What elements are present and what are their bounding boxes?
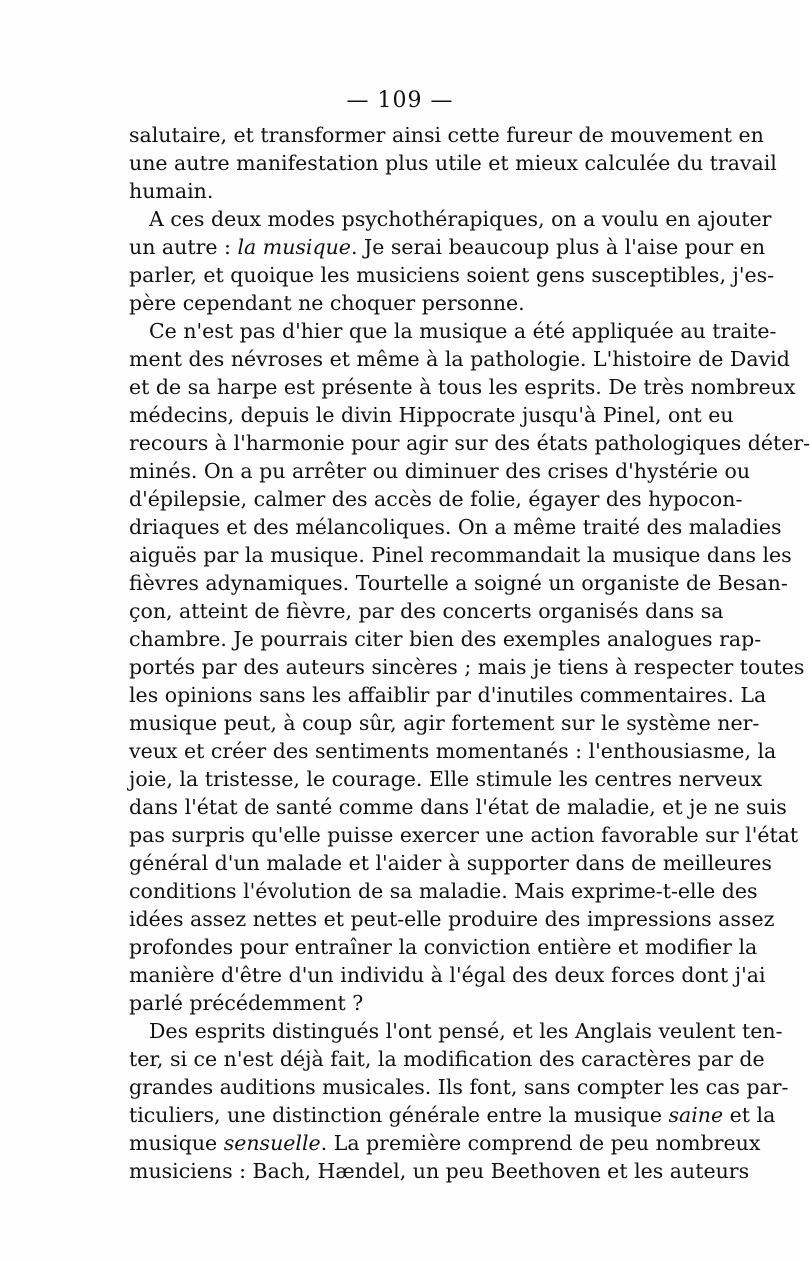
text-line: recours à l'harmonie pour agir sur des états pathologiques déter-	[129, 431, 810, 455]
text-line: parlé précédemment ?	[129, 991, 364, 1015]
text-line: musique sensuelle. La première comprend de peu nombreux	[129, 1131, 761, 1155]
text-line: aiguës par la musique. Pinel recommandait la musique dans les	[129, 543, 792, 567]
text-segment: un autre :	[129, 235, 238, 259]
text-line: minés. On a pu arrêter ou diminuer des crises d'hystérie ou	[129, 459, 751, 483]
text-line: manière d'être d'un individu à l'égal des deux forces dont j'ai	[129, 963, 766, 987]
text-line: père cependant ne choquer personne.	[129, 291, 525, 315]
text-line: idées assez nettes et peut-elle produire des impressions assez	[129, 907, 775, 931]
page-number: — 109 —	[346, 88, 454, 113]
text-line: ment des névroses et même à la pathologie. L'histoire de David	[129, 347, 790, 371]
italic-term: sensuelle	[223, 1131, 321, 1155]
text-segment: . Je serai beaucoup plus à l'aise pour en	[350, 235, 766, 259]
text-line: chambre. Je pourrais citer bien des exemples analogues rap-	[129, 627, 762, 651]
text-line: Ce n'est pas d'hier que la musique a été appliquée au traite-	[149, 319, 777, 343]
text-line: humain.	[129, 179, 214, 203]
text-line: les opinions sans les affaiblir par d'inutiles commentaires. La	[129, 683, 767, 707]
text-line: salutaire, et transformer ainsi cette fureur de mouvement en	[129, 123, 764, 147]
text-line: musiciens : Bach, Hændel, un peu Beethoven et les auteurs	[129, 1159, 750, 1183]
text-line	[129, 233, 766, 261]
text-line: portés par des auteurs sincères ; mais je tiens à respecter toutes	[129, 655, 805, 679]
text-line: d'épilepsie, calmer des accès de folie, égayer des hypocon-	[129, 487, 743, 511]
text-line: pas surpris qu'elle puisse exercer une action favorable sur l'état	[129, 823, 799, 847]
text-line: Des esprits distingués l'ont pensé, et les Anglais veulent ten-	[149, 1019, 783, 1043]
text-line: conditions l'évolution de sa maladie. Mais exprime-t-elle des	[129, 879, 758, 903]
text-line: ter, si ce n'est déjà fait, la modification des caractères par de	[129, 1047, 765, 1071]
italic-term: saine	[668, 1103, 724, 1127]
text-line: A ces deux modes psychothérapiques, on a voulu en ajouter	[149, 207, 772, 231]
text-line: veux et créer des sentiments momentanés : l'enthousiasme, la	[129, 739, 777, 763]
text-line: driaques et des mélancoliques. On a même traité des maladies	[129, 515, 782, 539]
italic-term: la musique	[237, 235, 351, 259]
text-line: dans l'état de santé comme dans l'état de maladie, et je ne suis	[129, 795, 787, 819]
text-line: joie, la tristesse, le courage. Elle stimule les centres nerveux	[129, 767, 763, 791]
text-line: médecins, depuis le divin Hippocrate jusqu'à Pinel, ont eu	[129, 403, 734, 427]
body-text	[129, 121, 810, 1185]
text-line: une autre manifestation plus utile et mieux calculée du travail	[129, 151, 777, 175]
text-line: çon, atteint de fièvre, par des concerts organisés dans sa	[129, 599, 724, 623]
text-line: fièvres adynamiques. Tourtelle a soigné un organiste de Besan-	[129, 571, 788, 595]
text-line: musique peut, à coup sûr, agir fortement sur le système ner-	[129, 711, 760, 735]
text-line: général d'un malade et l'aider à supporter dans de meilleures	[129, 851, 772, 875]
text-line: grandes auditions musicales. Ils font, sans compter les cas par-	[129, 1075, 789, 1099]
text-line: profondes pour entraîner la conviction entière et modifier la	[129, 935, 758, 959]
text-line: et de sa harpe est présente à tous les esprits. De très nombreux	[129, 375, 796, 399]
text-line: ticuliers, une distinction générale entre la musique saine et la	[129, 1103, 776, 1127]
text-line: parler, et quoique les musiciens soient gens susceptibles, j'es-	[129, 263, 775, 287]
